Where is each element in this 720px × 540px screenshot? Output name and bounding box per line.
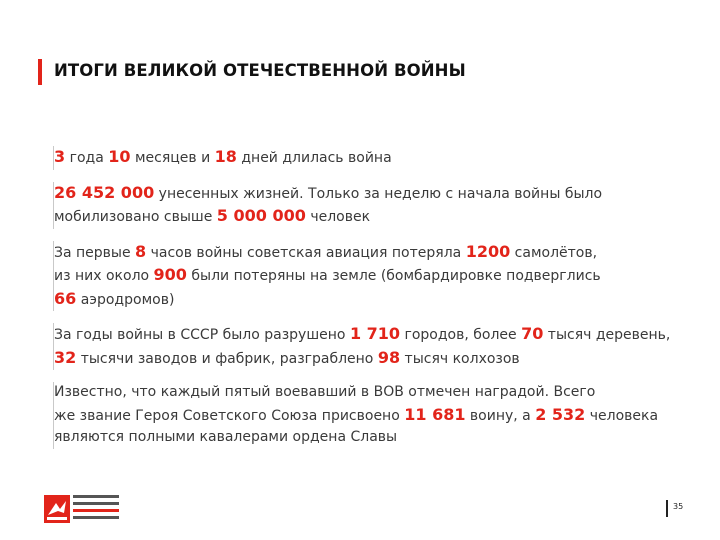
highlight-number: 1200 [465, 241, 511, 261]
text-segment: человек [305, 209, 371, 225]
text-segment: За годы войны в СССР было разрушено [54, 327, 350, 343]
paragraph-3 [53, 241, 693, 312]
text-segment: За первые [54, 244, 136, 261]
paragraph-line [54, 382, 693, 404]
highlight-number: 1 710 [349, 324, 401, 343]
paragraph-line [54, 205, 693, 229]
text-segment: мобилизовано свыше [54, 209, 217, 225]
text-segment: воину, а [465, 407, 536, 424]
text-segment: тысяч колхозов [400, 350, 520, 367]
body-text [53, 146, 693, 461]
logo-mark-icon [44, 495, 70, 523]
highlight-number: 32 [54, 347, 77, 367]
text-segment: являются полными кавалерами ордена Славы [54, 429, 398, 445]
paragraph-line [54, 182, 693, 206]
highlight-number: 18 [214, 147, 237, 166]
paragraph-5 [53, 382, 693, 449]
title-accent-bar [38, 59, 42, 85]
paragraph-line [54, 323, 693, 347]
highlight-number: 98 [377, 347, 401, 367]
paragraph-line [54, 427, 693, 449]
text-segment: человека [585, 407, 659, 424]
highlight-number: 26 452 000 [54, 182, 155, 202]
paragraph-2 [53, 182, 693, 229]
page-number-bar [666, 500, 668, 517]
logo-text-lines [73, 495, 119, 523]
text-segment: аэродромов) [76, 291, 175, 308]
text-segment: дней длилась война [236, 150, 392, 166]
text-segment: тысяч деревень, [543, 327, 671, 343]
text-segment: из них около [54, 268, 154, 284]
text-segment: тысячи заводов и фабрик, разграблено [76, 350, 378, 367]
paragraph-4 [53, 323, 693, 370]
text-segment: же звание Героя Советского Союза присвоено [54, 407, 405, 424]
text-segment: месяцев и [130, 150, 215, 166]
paragraph-line [54, 264, 693, 288]
text-segment: года [65, 150, 109, 166]
paragraph-line [54, 241, 693, 265]
paragraph-line [54, 347, 693, 371]
page-title: ИТОГИ ВЕЛИКОЙ ОТЕЧЕСТВЕННОЙ ВОЙНЫ [54, 61, 466, 80]
highlight-number: 66 [54, 288, 77, 308]
paragraph-line [54, 146, 693, 170]
text-segment: были потеряны на земле (бомбардировке подверглись [186, 268, 601, 284]
text-segment: часов войны советская авиация потеряла [146, 244, 466, 261]
highlight-number: 5 000 000 [216, 206, 306, 225]
highlight-number: 10 [108, 147, 131, 166]
paragraph-1 [53, 146, 693, 170]
paragraph-line [54, 404, 693, 428]
text-segment: городов, более [400, 327, 522, 343]
page-number: 35 [673, 502, 684, 511]
highlight-number: 8 [135, 241, 147, 261]
text-segment: самолётов, [510, 244, 598, 261]
text-segment: унесенных жизней. Только за неделю с начала войны было [154, 185, 603, 202]
footer-logo [44, 495, 120, 528]
highlight-number: 70 [521, 324, 544, 343]
paragraph-line [54, 288, 693, 312]
text-segment: Известно, что каждый пятый воевавший в ВОВ отмечен наградой. Всего [54, 384, 596, 400]
highlight-number: 3 [54, 147, 66, 166]
highlight-number: 2 532 [535, 404, 586, 424]
highlight-number: 11 681 [404, 404, 466, 424]
highlight-number: 900 [153, 265, 187, 284]
